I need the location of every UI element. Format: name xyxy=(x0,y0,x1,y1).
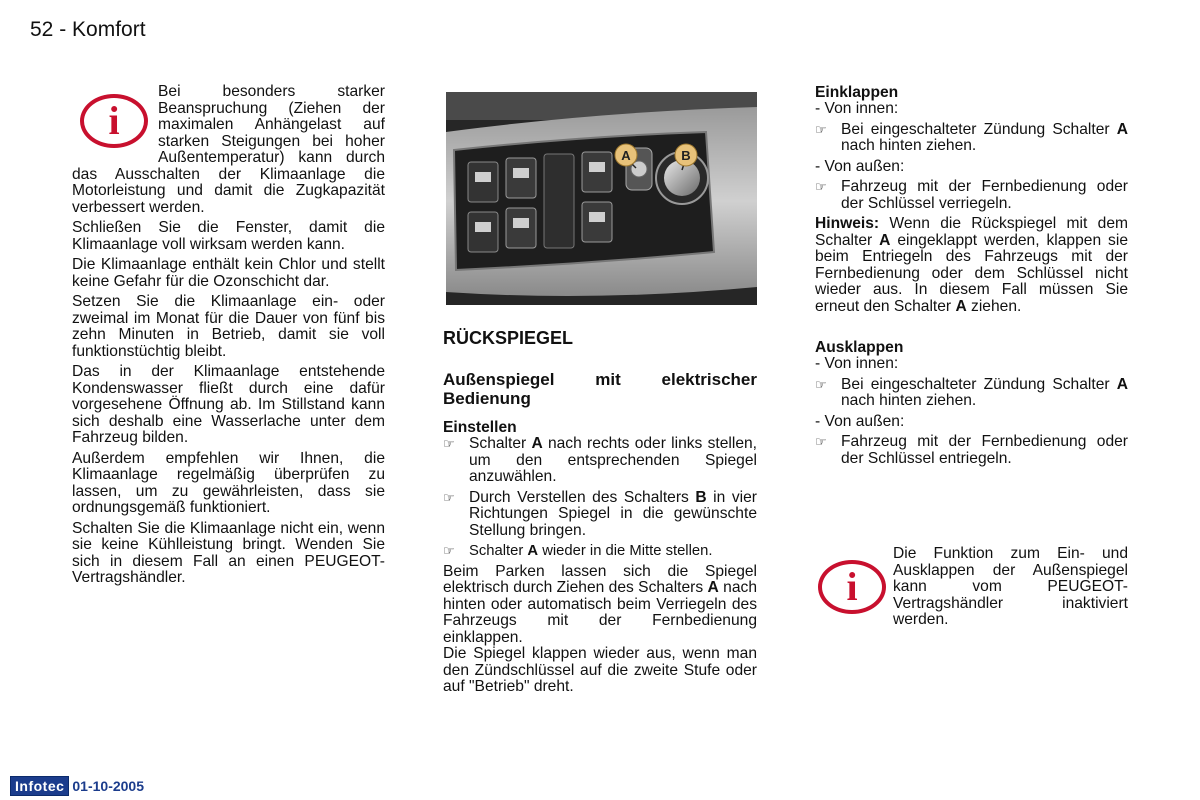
column-air-conditioning xyxy=(72,84,385,591)
hand-pointer-icon: ☞ xyxy=(443,489,455,505)
hinweis-paragraph: Hinweis: Wenn die Rückspiegel mit dem Schalter A eingeklappt werden, klappen sie beim Entriegeln des Fahrzeugs mit der Fernbedienung oder dem Schlüssel nicht wieder aus. In diesem Fall müssen Sie erneut den Schalter A ziehen. xyxy=(815,215,1128,315)
hand-pointer-icon: ☞ xyxy=(443,436,455,451)
dash-outside: - Von außen: xyxy=(815,157,905,175)
hand-pointer-icon: ☞ xyxy=(815,121,827,137)
list-item: ☞ Bei eingeschalteter Zündung Schalter A nach hinten ziehen. xyxy=(815,120,1128,154)
infotec-logo: Infotec xyxy=(10,776,69,796)
list-item: ☞ Schalter A nach rechts oder links stellen, um den entsprechenden Spiegel anzuwählen. xyxy=(443,435,757,485)
page-header xyxy=(30,18,146,42)
label-b: B xyxy=(681,148,691,163)
dash-inside: - Von innen: xyxy=(815,100,899,117)
heading-einstellen: Einstellen xyxy=(443,419,517,436)
page-number: 52 xyxy=(30,18,54,41)
hand-pointer-icon: ☞ xyxy=(815,376,827,392)
paragraph: Die Klimaanlage enthält kein Chlor und stellt keine Gefahr für die Ozonschicht dar. xyxy=(72,256,385,290)
footer xyxy=(10,776,144,796)
paragraph: Setzen Sie die Klimaanlage ein- oder zweimal im Monat für die Dauer von fünf bis zehn Minuten in Betrieb, damit sie voll funktionstüchtig bleibt. xyxy=(72,293,385,360)
heading-einklappen: Einklappen xyxy=(815,84,899,101)
column-mirrors xyxy=(443,328,757,700)
paragraph: Bei besonders starker Beanspruchung (Ziehen der maximalen Anhängelast auf starken Steigungen bei hoher Außentemperatur) kann durch das Ausschalten der Klimaanlage die Motorleistung und damit die Zugkapazität verbessert werden. xyxy=(72,83,385,216)
list-item: ☞ Bei eingeschalteter Zündung Schalter A nach hinten ziehen. xyxy=(815,375,1128,409)
list-item: ☞ Durch Verstellen des Schalters B in vier Richtungen Spiegel in die gewünschte Stellung bringen. xyxy=(443,488,757,539)
paragraph: Das in der Klimaanlage entstehende Kondenswasser fließt durch eine dafür vorgesehene Öffnung ab. Im Stillstand kann sich deshalb eine Wasserlache unter dem Fahrzeug bilden. xyxy=(72,363,385,446)
header-separator: - xyxy=(53,18,73,41)
hand-pointer-icon: ☞ xyxy=(443,543,455,558)
chapter-title: Komfort xyxy=(72,18,146,41)
info-icon: i xyxy=(818,560,886,614)
print-date: 01-10-2005 xyxy=(72,778,145,794)
paragraph-unfold: Die Spiegel klappen wieder aus, wenn man den Zündschlüssel auf die zweite Stufe oder auf "Betrieb" dreht. xyxy=(443,645,757,695)
paragraph: Schalten Sie die Klimaanlage nicht ein, wenn sie keine Kühlleistung bringt. Wenden Sie sich in diesem Fall an einen PEUGEOT- Vertragshändler. xyxy=(72,519,385,586)
info-icon: i xyxy=(80,94,148,148)
list-item: ☞ Schalter A wieder in die Mitte stellen. xyxy=(443,543,713,559)
section-title: RÜCKSPIEGEL xyxy=(443,328,574,348)
paragraph-parking: Beim Parken lassen sich die Spiegel elektrisch durch Ziehen des Schalters A nach hinten oder automatisch beim Verriegeln des Fahrzeugs mit der Fernbedienung einklappen. xyxy=(443,562,757,646)
note-paragraph: Die Funktion zum Ein- und Ausklappen der Außenspiegel kann vom PEUGEOT-Vertragshändler inaktiviert werden. xyxy=(893,545,1128,628)
paragraph: Außerdem empfehlen wir Ihnen, die Klimaanlage regelmäßig überprüfen zu lassen, um zu gewährleisten, dass sie ordnungsgemäß funktioniert. xyxy=(72,449,385,516)
hand-pointer-icon: ☞ xyxy=(815,434,827,449)
mirror-switch-photo xyxy=(446,92,757,305)
paragraph: Schließen Sie die Fenster, damit die Klimaanlage voll wirksam werden kann. xyxy=(72,219,385,253)
label-a: A xyxy=(621,148,631,163)
dash-inside: - Von innen: xyxy=(815,355,899,372)
heading-ausklappen: Ausklappen xyxy=(815,339,904,356)
dash-outside: - Von außen: xyxy=(815,412,905,430)
list-item: ☞ Fahrzeug mit der Fernbedienung oder der Schlüssel verriegeln. xyxy=(815,178,1128,212)
list-item: ☞ Fahrzeug mit der Fernbedienung oder der Schlüssel entriegeln. xyxy=(815,433,1128,467)
hand-pointer-icon: ☞ xyxy=(815,179,827,194)
subsection-title: Außenspiegel mit elektrischer Bedienung xyxy=(443,370,757,408)
column-folding xyxy=(815,84,1128,471)
switch-panel-illustration xyxy=(446,92,757,305)
